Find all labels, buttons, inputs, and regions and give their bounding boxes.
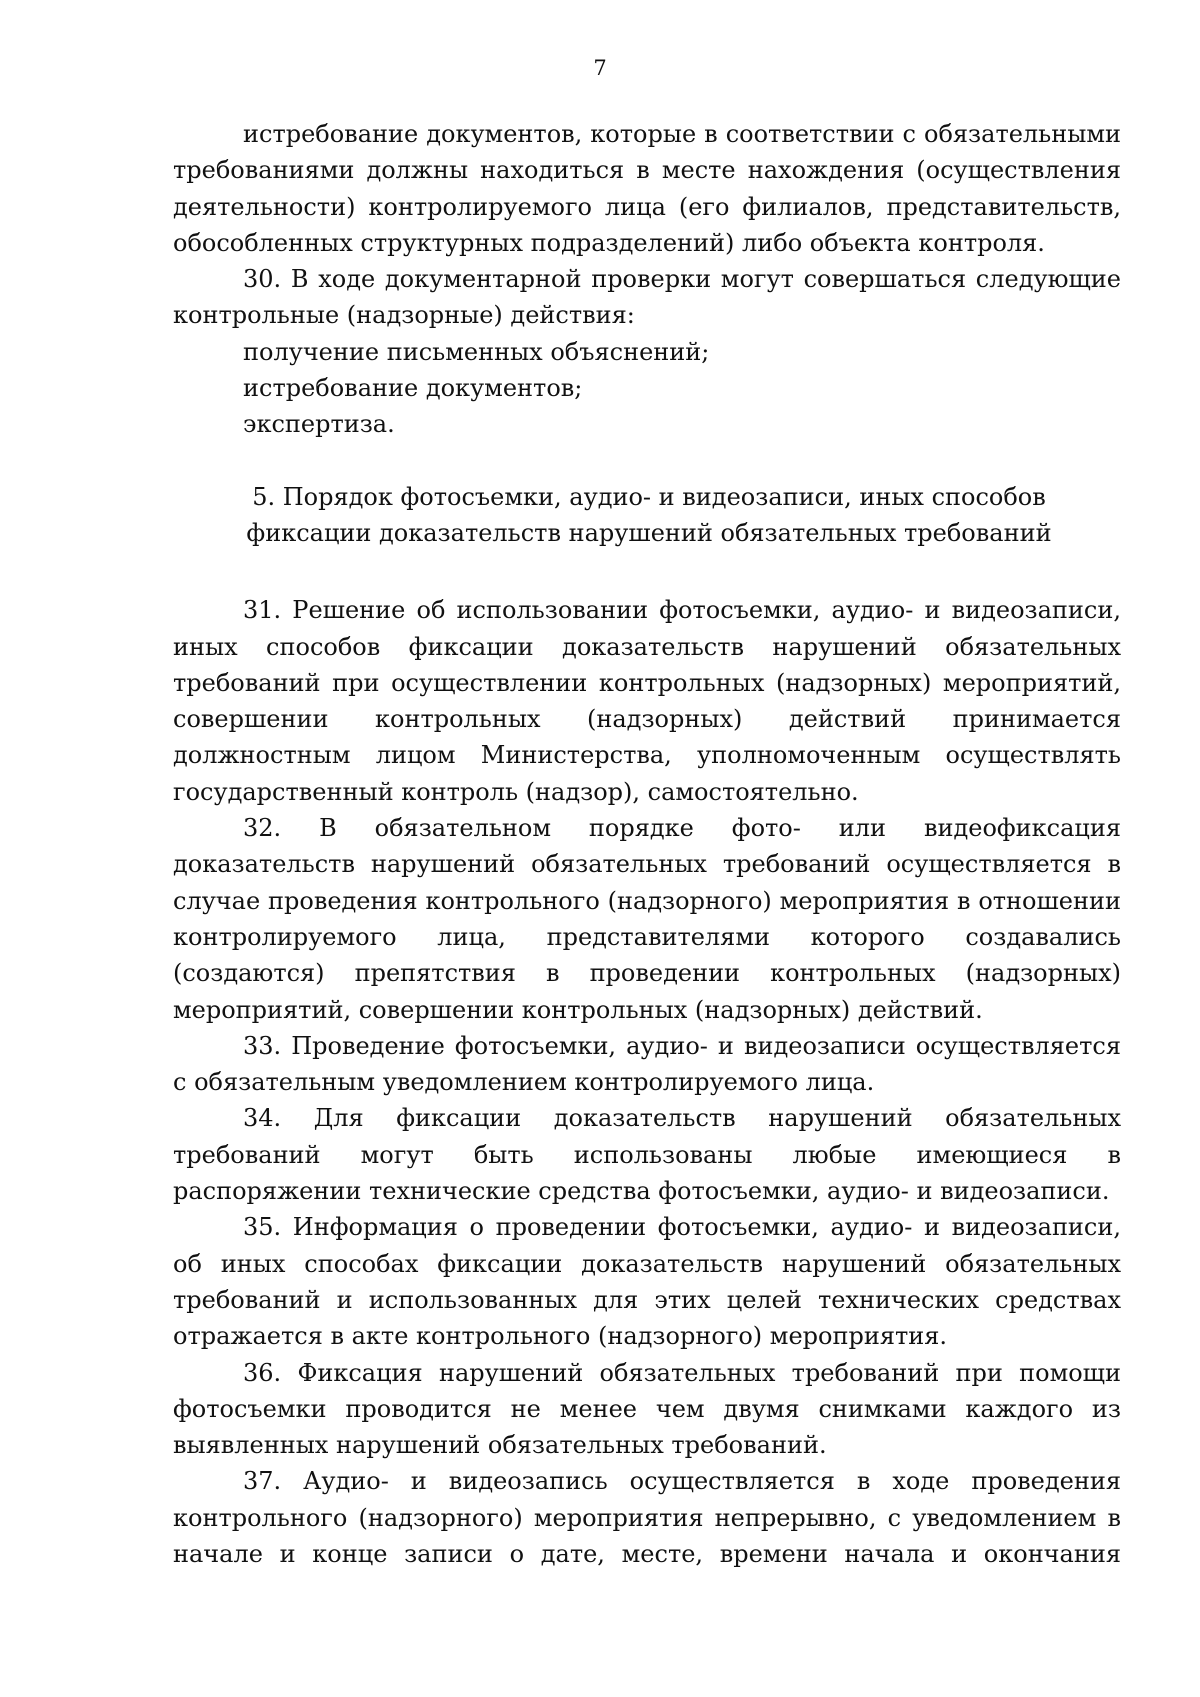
clause-36: 36. Фиксация нарушений обязательных требований при помощи фотосъемки проводится не менее чем двумя снимками каждого из выявленных нарушений обязательных требований. — [173, 1358, 1121, 1460]
page-number: 7 — [593, 56, 607, 80]
list-item: экспертиза. — [243, 410, 395, 439]
clause-37: 37. Аудио- и видеозапись осуществляется в ходе проведения контрольного (надзорного) мероприятия непрерывно, с уведомлением в начале и конце записи о дате, месте, времени начала и окончания — [173, 1467, 1121, 1568]
clause-34: 34. Для фиксации доказательств нарушений обязательных требований могут быть использованы любые имеющиеся в распоряжении технические средства фотосъемки, аудио- и видеозаписи. — [173, 1104, 1121, 1206]
list-item: истребование документов; — [243, 374, 583, 403]
section-heading-line: 5. Порядок фотосъемки, аудио- и видеозаписи, иных способов — [252, 482, 1046, 511]
clause-31: 31. Решение об использовании фотосъемки, аудио- и видеозаписи, иных способов фиксации доказательств нарушений обязательных требований при осуществлении контрольных (надзорных) мероприятий, совершении контрольных (надзорных) действий принимается должностным лицом Министерства, уполномоченным осуществлять государственный контроль (надзор), самостоятельно. — [173, 596, 1121, 806]
section-heading-line: фиксации доказательств нарушений обязательных требований — [246, 518, 1052, 547]
section-heading — [173, 479, 1121, 552]
document-body — [173, 116, 1121, 1572]
clause-35: 35. Информация о проведении фотосъемки, аудио- и видеозаписи, об иных способах фиксации доказательств нарушений обязательных требований и использованных для этих целей технических средствах отражается в акте контрольного (надзорного) мероприятия. — [173, 1213, 1121, 1351]
clause-30: 30. В ходе документарной проверки могут совершаться следующие контрольные (надзорные) действия: — [173, 265, 1121, 330]
clause-32: 32. В обязательном порядке фото- или видеофиксация доказательств нарушений обязательных требований осуществляется в случае проведения контрольного (надзорного) мероприятия в отношении контролируемого лица, представителями которого создавались (создаются) препятствия в проведении контрольных (надзорных) мероприятий, совершении контрольных (надзорных) действий. — [173, 814, 1121, 1024]
intro-paragraph: истребование документов, которые в соответствии с обязательными требованиями должны находиться в месте нахождения (осуществления деятельности) контролируемого лица (его филиалов, представительств, обособленных структурных подразделений) либо объекта контроля. — [173, 120, 1121, 257]
list-item: получение письменных объяснений; — [243, 337, 710, 366]
clause-33: 33. Проведение фотосъемки, аудио- и видеозаписи осуществляется с обязательным уведомлением контролируемого лица. — [173, 1031, 1121, 1097]
